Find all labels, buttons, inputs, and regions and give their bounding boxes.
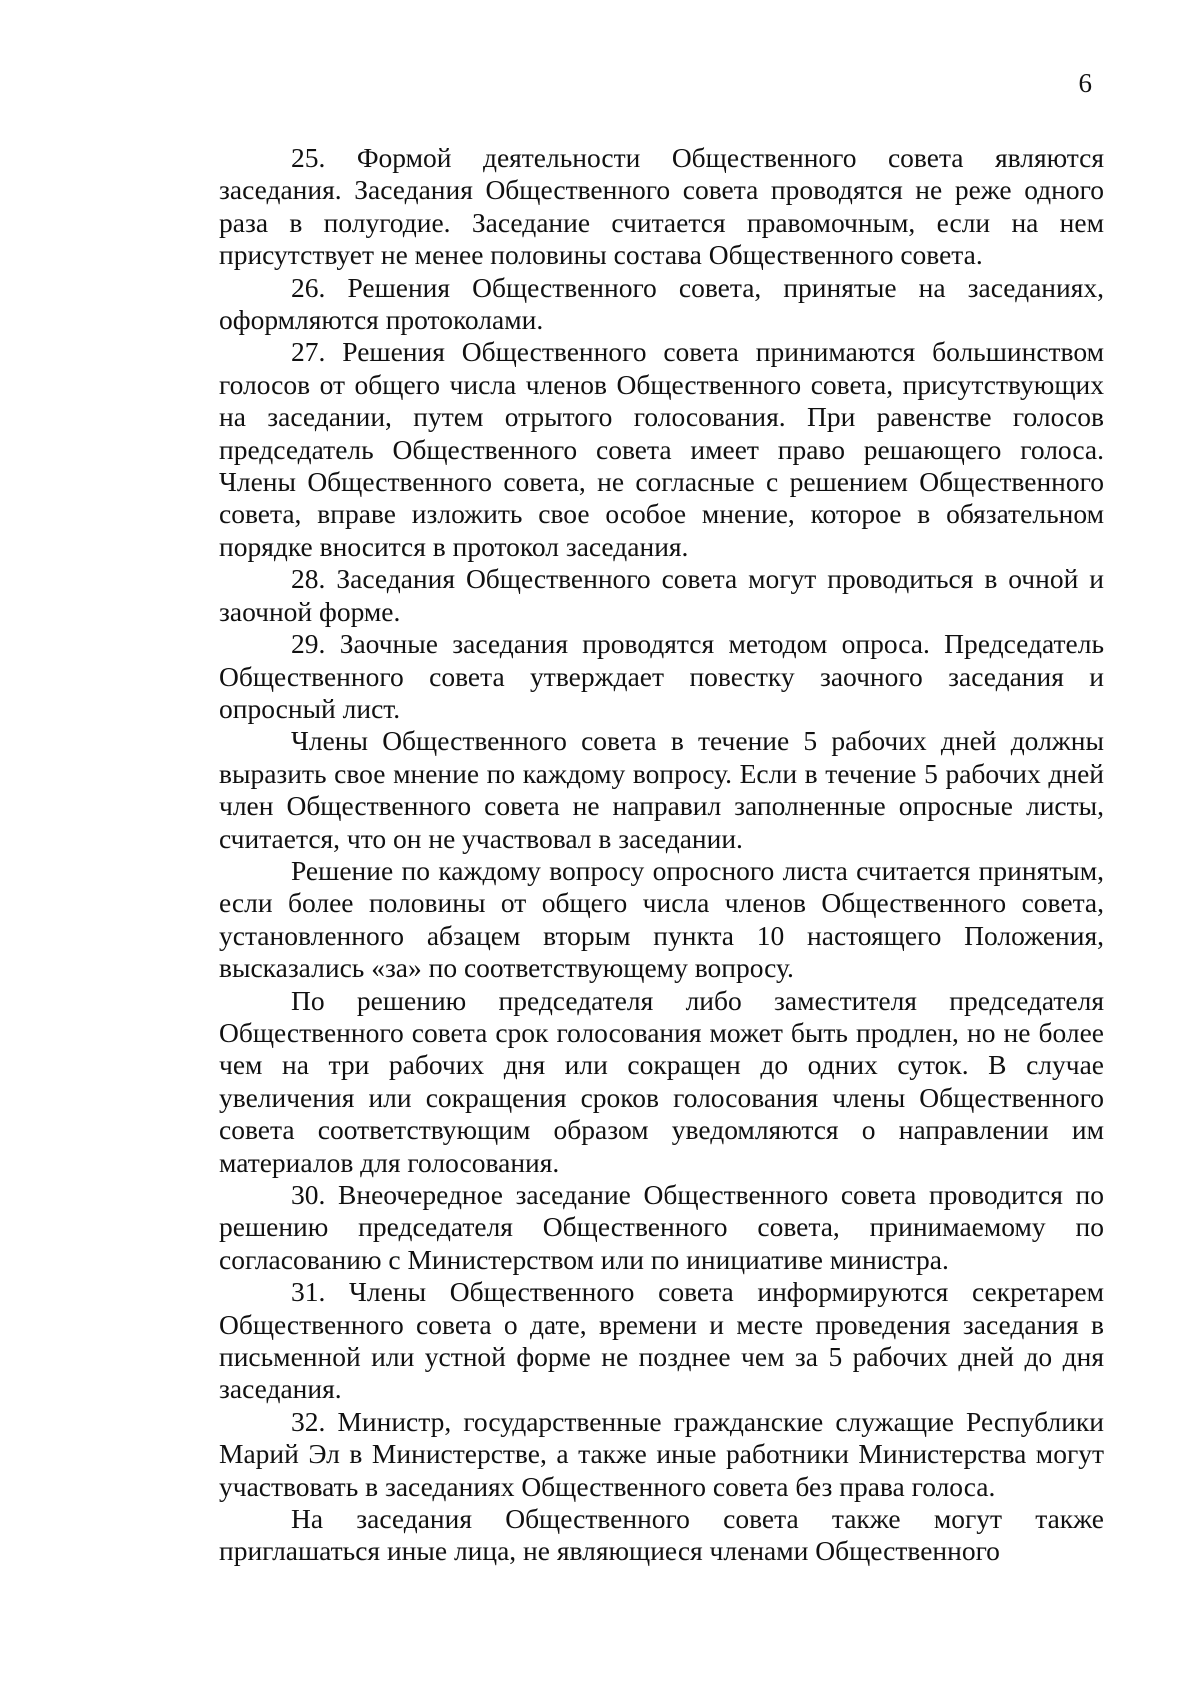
- paragraph-29-decision: Решение по каждому вопросу опросного листа считается принятым, если более половины от общего числа членов Общественного совета, установленного абзацем вторым пункта 10 настоящего Положения, высказались «за» по соответствующему вопросу.: [219, 854, 1104, 984]
- paragraph-27: 27. Решения Общественного совета принимаются большинством голосов от общего числа членов Общественного совета, присутствующих на заседании, путем отрытого голосования. При равенстве голосов председатель Общественного совета имеет право решающего голоса. Члены Общественного совета, не согласные с решением Общественного совета, вправе изложить свое особое мнение, которое в обязательном порядке вносится в протокол заседания.: [219, 336, 1104, 562]
- document-body: [219, 142, 1104, 1568]
- paragraph-32-invitees: На заседания Общественного совета также могут также приглашаться иные лица, не являющиеся членами Общественного: [219, 1503, 1104, 1567]
- paragraph-26: 26. Решения Общественного совета, принятые на заседаниях, оформляются протоколами.: [219, 271, 1104, 336]
- paragraph-29-voting-term: По решению председателя либо заместителя председателя Общественного совета срок голосования может быть продлен, но не более чем на три рабочих дня или сокращен до одних суток. В случае увеличения или сокращения сроков голосования члены Общественного совета соответствующим образом уведомляются о направлении им материалов для голосования.: [219, 984, 1104, 1178]
- paragraph-29: 29. Заочные заседания проводятся методом опроса. Председатель Общественного совета утверждает повестку заочного заседания и опросный лист.: [219, 628, 1104, 724]
- paragraph-28: 28. Заседания Общественного совета могут проводиться в очной и заочной форме.: [219, 563, 1104, 627]
- paragraph-30: 30. Внеочередное заседание Общественного совета проводится по решению председателя Общественного совета, принимаемому по согласованию с Министерством или по инициативе министра.: [219, 1179, 1104, 1275]
- paragraph-29-members: Члены Общественного совета в течение 5 рабочих дней должны выразить свое мнение по каждому вопросу. Если в течение 5 рабочих дней член Общественного совета не направил заполненные опросные листы, считается, что он не участвовал в заседании.: [219, 725, 1104, 854]
- paragraph-25: 25. Формой деятельности Общественного совета являются заседания. Заседания Общественного совета проводятся не реже одного раза в полугодие. Заседание считается правомочным, если на нем присутствует не менее половины состава Общественного совета.: [219, 142, 1104, 271]
- paragraph-32: 32. Министр, государственные гражданские служащие Республики Марий Эл в Министерстве, а также иные работники Министерства могут участвовать в заседаниях Общественного совета без права голоса.: [219, 1405, 1104, 1502]
- page-number: 6: [1078, 68, 1092, 98]
- paragraph-31: 31. Члены Общественного совета информируются секретарем Общественного совета о дате, времени и месте проведения заседания в письменной или устной форме не позднее чем за 5 рабочих дней до дня заседания.: [219, 1276, 1104, 1405]
